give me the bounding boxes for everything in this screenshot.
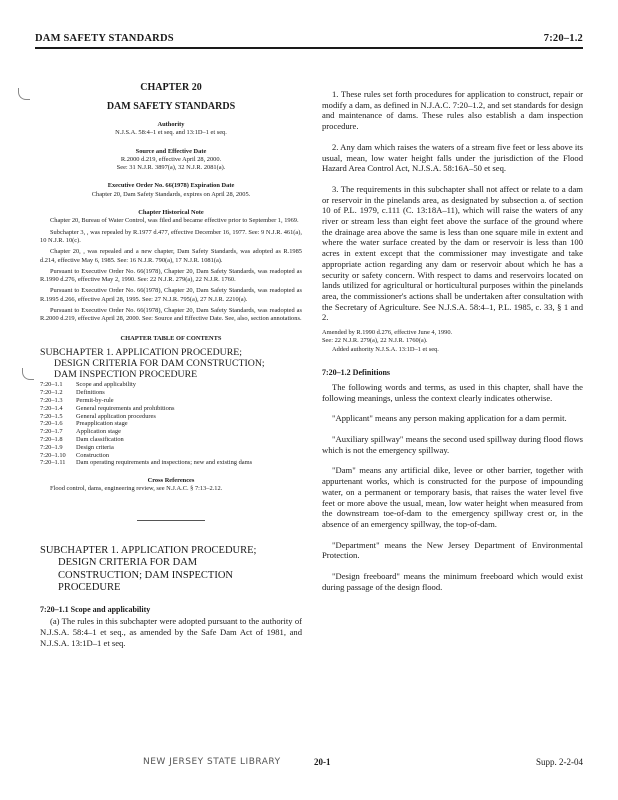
toc-item-number: 7:20–1.8 [40,435,63,443]
toc-item-title: Design criteria [76,443,114,451]
toc-subchapter-line: DAM INSPECTION PROCEDURE [54,368,198,380]
scan-mark-mid [22,368,34,380]
subchapter-heading-line: CONSTRUCTION; DAM INSPECTION [58,569,234,581]
exec-order-text: Chapter 20, Dam Safety Standards, expires on April 28, 2005. [91,190,251,198]
toc-item-title: Dam operating requirements and inspections; new and existing dams [76,459,253,467]
history-paragraph: Chapter 20, , was repealed and a new chapter, Dam Safety Standards, was adopted as R.1985 d.214, effective May 6, 1985. See: 16 N.J.R. 790(a), 17 N.J.R. 1081(a). [40,248,302,264]
toc-item-number: 7:20–1.5 [40,412,63,420]
history-paragraph: Subchapter 3, , was repealed by R.1977 d.477, effective December 16, 1977. See: 9 N.J.R. 461(a), 10 N.J.R. 10(c). [40,228,302,244]
toc-item-title: General requirements and prohibitions [76,404,175,412]
toc-item-number: 7:20–1.9 [40,443,63,451]
toc-subchapter [40,348,302,380]
toc-item-number: 7:20–1.2 [40,389,63,397]
page-number: 20-1 [314,757,331,767]
toc-item-title: Preapplication stage [76,420,128,428]
toc-item-number: 7:20–1.1 [40,381,63,389]
toc-item-title: Permit-by-rule [76,396,114,404]
toc-item[interactable] [40,397,302,405]
section-1-1-heading: 7:20–1.1 Scope and applicability [40,605,151,615]
definition-dam: "Dam" means any artificial dike, levee or other barrier, together with appurtenant works, which is constructed for the purpose of impounding water, on a permanent or temporary basis, that raises the water level five feet or more above the usual, mean, low water height when measured from the downstream toe-of-dam to the emergency spillway crest or, in the absence of an emergency spillway, the top-of-dam. [322,465,583,529]
toc-item-title: General application procedures [76,412,156,420]
subchapter-heading-line: DESIGN CRITERIA FOR DAM [58,557,198,569]
paragraph-3: 3. The requirements in this subchapter shall not affect or relate to a dam or reservoir in the pinelands area, as designated by subsection a. of section 10 of P.L. 1979, c.111 (C. 13:18A–11), which will raise the waters of any river or stream less than eight feet above the surface of the ground where the drainage area above the same is less than one square mile in extent and where the water surface created by the dam or reservoir is less than 100 acres in extent except that the commissioner may investigate and take appropriate action regarding any dam or reservoir about which he has a security or safety concern. With respect to dams and reservoirs located on lands utilized for agricultural or horticultural purposes within the pinelands area, the commissioner's actions shall be undertaken after consultation with the Secretary of Agriculture. See N.J.S.A. 58:4–1, P.L. 1985, c. 33, § 1 and 2. [322,183,583,323]
exec-order-heading: Executive Order No. 66(1978) Expiration Date [107,182,235,190]
section-1-1-text: (a) The rules in this subchapter were adopted pursuant to the authority of N.J.S.A. 58:4–1 et seq., as amended by the Safe Dam Act of 1981, and N.J.S.A. 13:1D–1 et seq. [40,616,302,648]
toc-item[interactable] [40,413,302,421]
page-footer [35,757,583,771]
toc-item[interactable] [40,420,302,428]
toc-item[interactable] [40,452,302,460]
chapter-number: CHAPTER 20 [140,82,202,93]
toc-item-number: 7:20–1.3 [40,396,63,404]
toc-item-title: Dam classification [76,435,124,443]
authority-text: N.J.S.A. 58:4–1 et seq. and 13:1D–1 et seq. [115,129,227,137]
toc-subchapter-line: DESIGN CRITERIA FOR DAM CONSTRUCTION; [54,357,265,369]
supplement-date: Supp. 2-2-04 [536,757,583,767]
right-column [322,80,583,593]
subchapter-heading-line: PROCEDURE [58,581,121,593]
amendment-note: Added authority N.J.S.A. 13:1D–1 et seq. [332,345,439,353]
header-title: DAM SAFETY STANDARDS [35,33,174,44]
definition-department: "Department" means the New Jersey Department of Environmental Protection. [322,539,583,561]
chapter-title: DAM SAFETY STANDARDS [106,101,236,112]
amendment-note: Amended by R.1990 d.276, effective June 4, 1990. [322,329,453,337]
header-rule [35,47,583,49]
history-paragraph: Pursuant to Executive Order No. 66(1978), Chapter 20, Dam Safety Standards, was readopted as R.1995 d.266, effective April 28, 1995. See: 27 N.J.R. 795(a), 27 N.J.R. 2210(a). [40,287,302,303]
toc-item[interactable] [40,436,302,444]
paragraph-1: 1. These rules set forth procedures for application to construct, repair or modify a dam, as defined in N.J.A.C. 7:20–1.2, and set standards for design and maintenance of dams. These rules also establish a dam inspection procedure. [322,89,583,132]
definitions-intro: The following words and terms, as used in this chapter, shall have the following meanings, unless the context clearly indicates otherwise. [322,381,583,403]
toc-item[interactable] [40,405,302,413]
history-paragraph: Pursuant to Executive Order No. 66(1978), Chapter 20, Dam Safety Standards, was readopted as R.1990 d.276, effective May 2, 1990. See: 22 N.J.R. 279(a), 22 N.J.R. 1760. [40,267,302,284]
scan-mark-top [18,88,30,100]
running-header [35,33,583,45]
source-heading: Source and Effective Date [135,147,207,155]
toc-item-title: Application stage [76,428,121,436]
history-paragraph: Chapter 20, Bureau of Water Control, was filed and became effective prior to September 1, 1969. [50,217,299,225]
definition-auxiliary-spillway: "Auxiliary spillway" means the second used spillway during flood flows which is not the emergency spillway. [322,434,583,455]
paragraph-2: 2. Any dam which raises the waters of a stream five feet or less above its usual, mean, low water height falls under the jurisdiction of the Flood Hazard Area Control Act, N.J.S.A. 58:16A–50 et seq. [322,141,583,174]
toc-item-title: Scope and applicability [76,381,136,389]
toc-item[interactable] [40,444,302,452]
source-line-1: R.2000 d.219, effective April 28, 2000. [120,155,222,163]
toc-item[interactable] [40,389,302,397]
toc-item-number: 7:20–1.7 [40,428,63,436]
history-paragraph: Pursuant to Executive Order No. 66(1978), Chapter 20, Dam Safety Standards, was readopted as R.2000 d.219, effective April 28, 2000. See: Source and Effective Date. See, also, section annotations. [40,307,302,323]
toc-item-title: Definitions [76,389,105,397]
toc-subchapter-line: SUBCHAPTER 1. APPLICATION PROCEDURE; [40,346,242,358]
library-stamp: NEW JERSEY STATE LIBRARY [143,757,281,767]
subchapter-heading-line: SUBCHAPTER 1. APPLICATION PROCEDURE; [40,544,257,556]
toc-item-title: Construction [76,451,110,459]
amendment-note: See: 22 N.J.R. 279(a), 22 N.J.R. 1760(a). [322,337,428,345]
toc-item-number: 7:20–1.6 [40,420,63,428]
section-1-2-heading: 7:20–1.2 Definitions [322,367,390,377]
toc-item[interactable] [40,459,302,467]
left-column [40,80,302,648]
history-heading: Chapter Historical Note [138,209,204,217]
section-divider [137,520,205,521]
subchapter-heading [40,545,302,595]
toc-item-number: 7:20–1.10 [40,451,66,459]
cross-references-heading: Cross References [147,477,195,485]
cross-references-text: Flood control, dams, engineering review, see N.J.A.C. § 7:13–2.12. [50,485,223,493]
toc-heading: CHAPTER TABLE OF CONTENTS [120,334,222,342]
source-line-2: See: 31 N.J.R. 3897(a), 32 N.J.R. 2081(a). [116,164,226,172]
toc-list [40,381,302,467]
toc-item[interactable] [40,381,302,389]
toc-item-number: 7:20–1.4 [40,404,63,412]
toc-item[interactable] [40,428,302,436]
definition-design-freeboard: "Design freeboard" means the minimum freeboard which would exist during passage of the design flood. [322,571,583,592]
authority-heading: Authority [157,121,185,128]
toc-item-number: 7:20–1.11 [40,459,66,467]
definition-applicant: "Applicant" means any person making application for a dam permit. [332,413,567,424]
header-section: 7:20–1.2 [543,33,583,44]
